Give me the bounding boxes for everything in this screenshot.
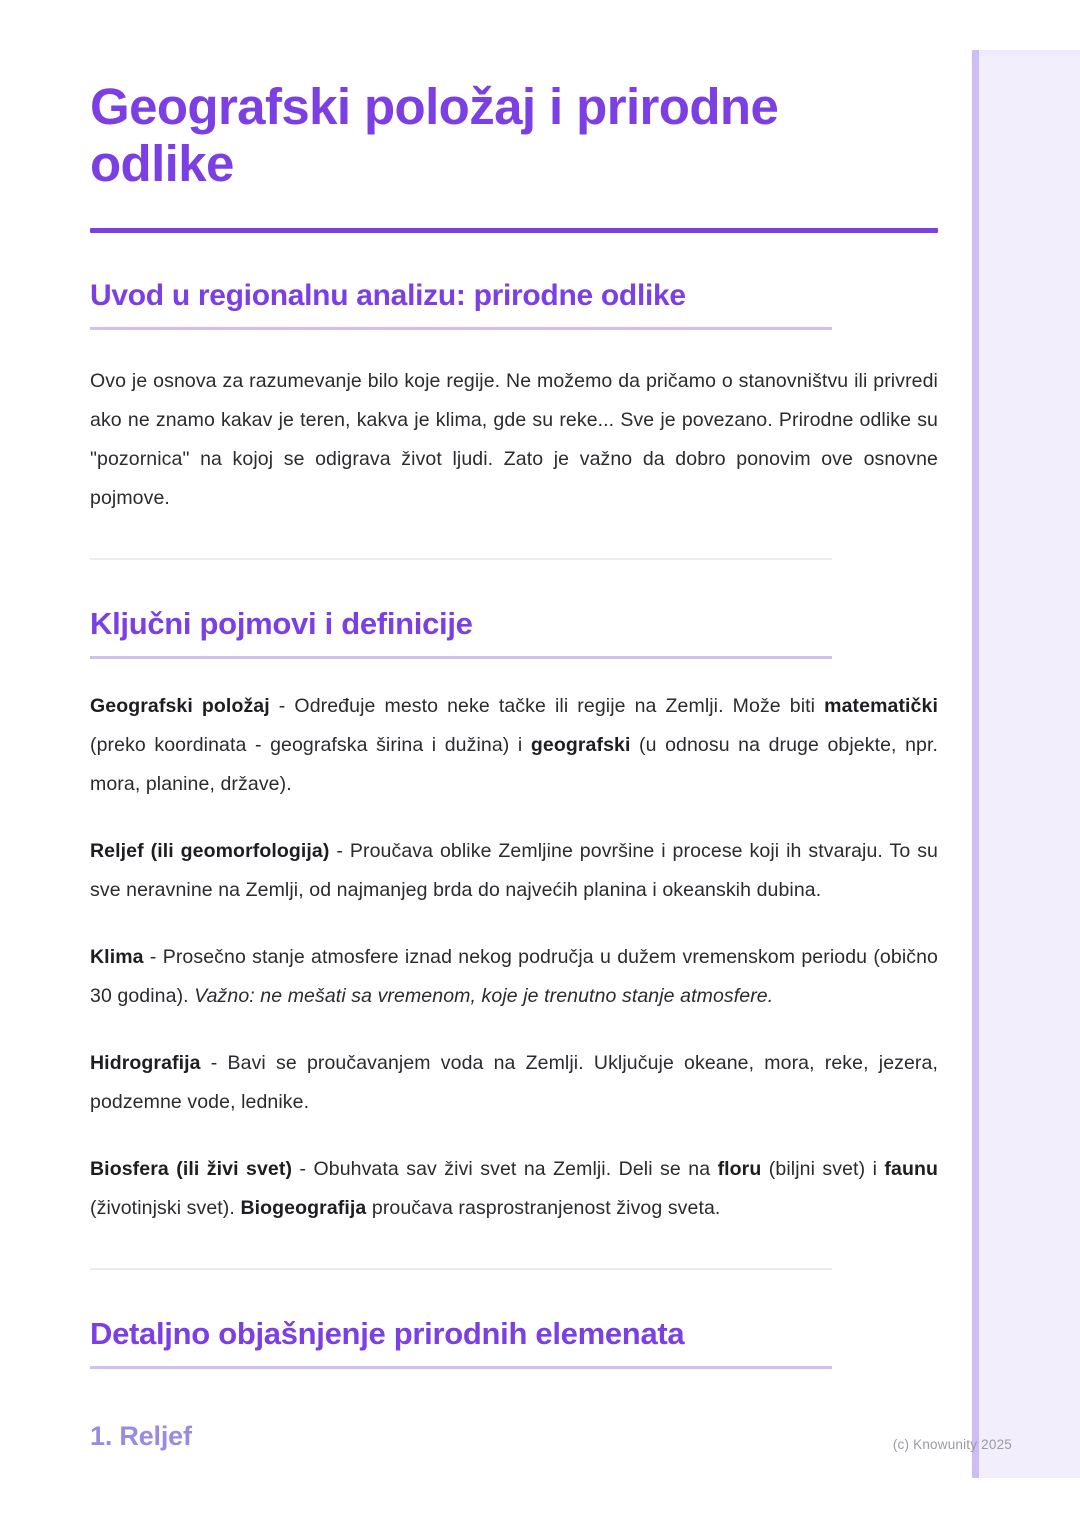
watermark: (c) Knowunity 2025	[892, 1437, 1012, 1452]
definition-hidrografija	[90, 1044, 938, 1122]
definition-klima	[90, 938, 938, 1016]
definition-text: Određuje mesto neke tačke ili regije na Zemlji. Može biti	[294, 695, 825, 718]
document-content	[90, 0, 938, 1452]
section-heading-underline	[90, 1366, 832, 1369]
section-heading-detailed: Detaljno objašnjenje prirodnih elemenata	[90, 1316, 685, 1352]
definition-emphasis: Biogeografija	[240, 1197, 367, 1220]
section-heading-key-terms: Ključni pojmovi i definicije	[90, 606, 473, 642]
page-title: Geografski položaj i prirodne odlike	[90, 78, 779, 193]
definition-text: proučava rasprostranjenost živog sveta.	[366, 1197, 721, 1220]
definition-note-italic: Važno: ne mešati sa vremenom, koje je trenutno stanje atmosfere.	[194, 985, 774, 1008]
definition-text: Proučava oblike Zemljine površine i procese koji ih stvaraju. To su sve neravnine na Zemlji, od najmanjeg brda do najvećih planina i okeanskih dubina.	[90, 840, 938, 902]
definition-text: Obuhvata sav živi svet na Zemlji. Deli se na	[313, 1158, 718, 1181]
definition-separator: -	[292, 1158, 314, 1181]
definition-emphasis: faunu	[884, 1158, 938, 1181]
decorative-side-panel	[972, 50, 1080, 1478]
subsection-heading-reljef: 1. Reljef	[90, 1421, 192, 1452]
definition-text: Bavi se proučavanjem voda na Zemlji. Uključuje okeane, mora, reke, jezera, podzemne vode, lednike.	[90, 1052, 938, 1114]
definition-separator: -	[200, 1052, 228, 1075]
title-divider	[90, 228, 938, 233]
definition-reljef	[90, 832, 938, 910]
definition-emphasis: floru	[717, 1158, 762, 1181]
definition-emphasis: geografski	[530, 734, 631, 757]
section-heading-underline	[90, 327, 832, 330]
section-separator-1	[90, 558, 832, 560]
section-heading-intro: Uvod u regionalnu analizu: prirodne odlike	[90, 279, 686, 313]
definition-text: (životinjski svet).	[90, 1197, 241, 1220]
definition-text: (u odnosu na druge objekte, npr. mora, planine, države).	[90, 734, 938, 796]
section-heading-underline	[90, 656, 832, 659]
definition-text: (preko koordinata - geografska širina i dužina) i	[90, 734, 531, 757]
definition-separator: -	[143, 946, 163, 969]
section-separator-2	[90, 1268, 832, 1270]
intro-paragraph: Ovo je osnova za razumevanje bilo koje regije. Ne možemo da pričamo o stanovništvu ili privredi ako ne znamo kakav je teren, kakva je klima, gde su reke... Sve je povezano. Prirodne odlike su "pozornica" na kojoj se odigrava život ljudi. Zato je važno da dobro ponovim ove osnovne pojmove.	[90, 370, 938, 510]
definition-separator: -	[329, 840, 350, 863]
definition-emphasis: matematički	[824, 695, 938, 718]
definition-term: Biosfera (ili živi svet)	[90, 1158, 293, 1181]
definition-biosfera	[90, 1150, 938, 1228]
definition-separator: -	[269, 695, 295, 718]
definition-text: Prosečno stanje atmosfere iznad nekog područja u dužem vremenskom periodu (obično 30 godina).	[90, 946, 938, 1008]
definition-term: Hidrografija	[90, 1052, 201, 1075]
definition-term: Geografski položaj	[90, 695, 270, 718]
definition-term: Klima	[90, 946, 144, 969]
definition-text: (biljni svet) i	[761, 1158, 885, 1181]
definition-geografski-polozaj	[90, 687, 938, 804]
side-panel-highlight	[979, 50, 1080, 56]
definition-term: Reljef (ili geomorfologija)	[90, 840, 330, 863]
